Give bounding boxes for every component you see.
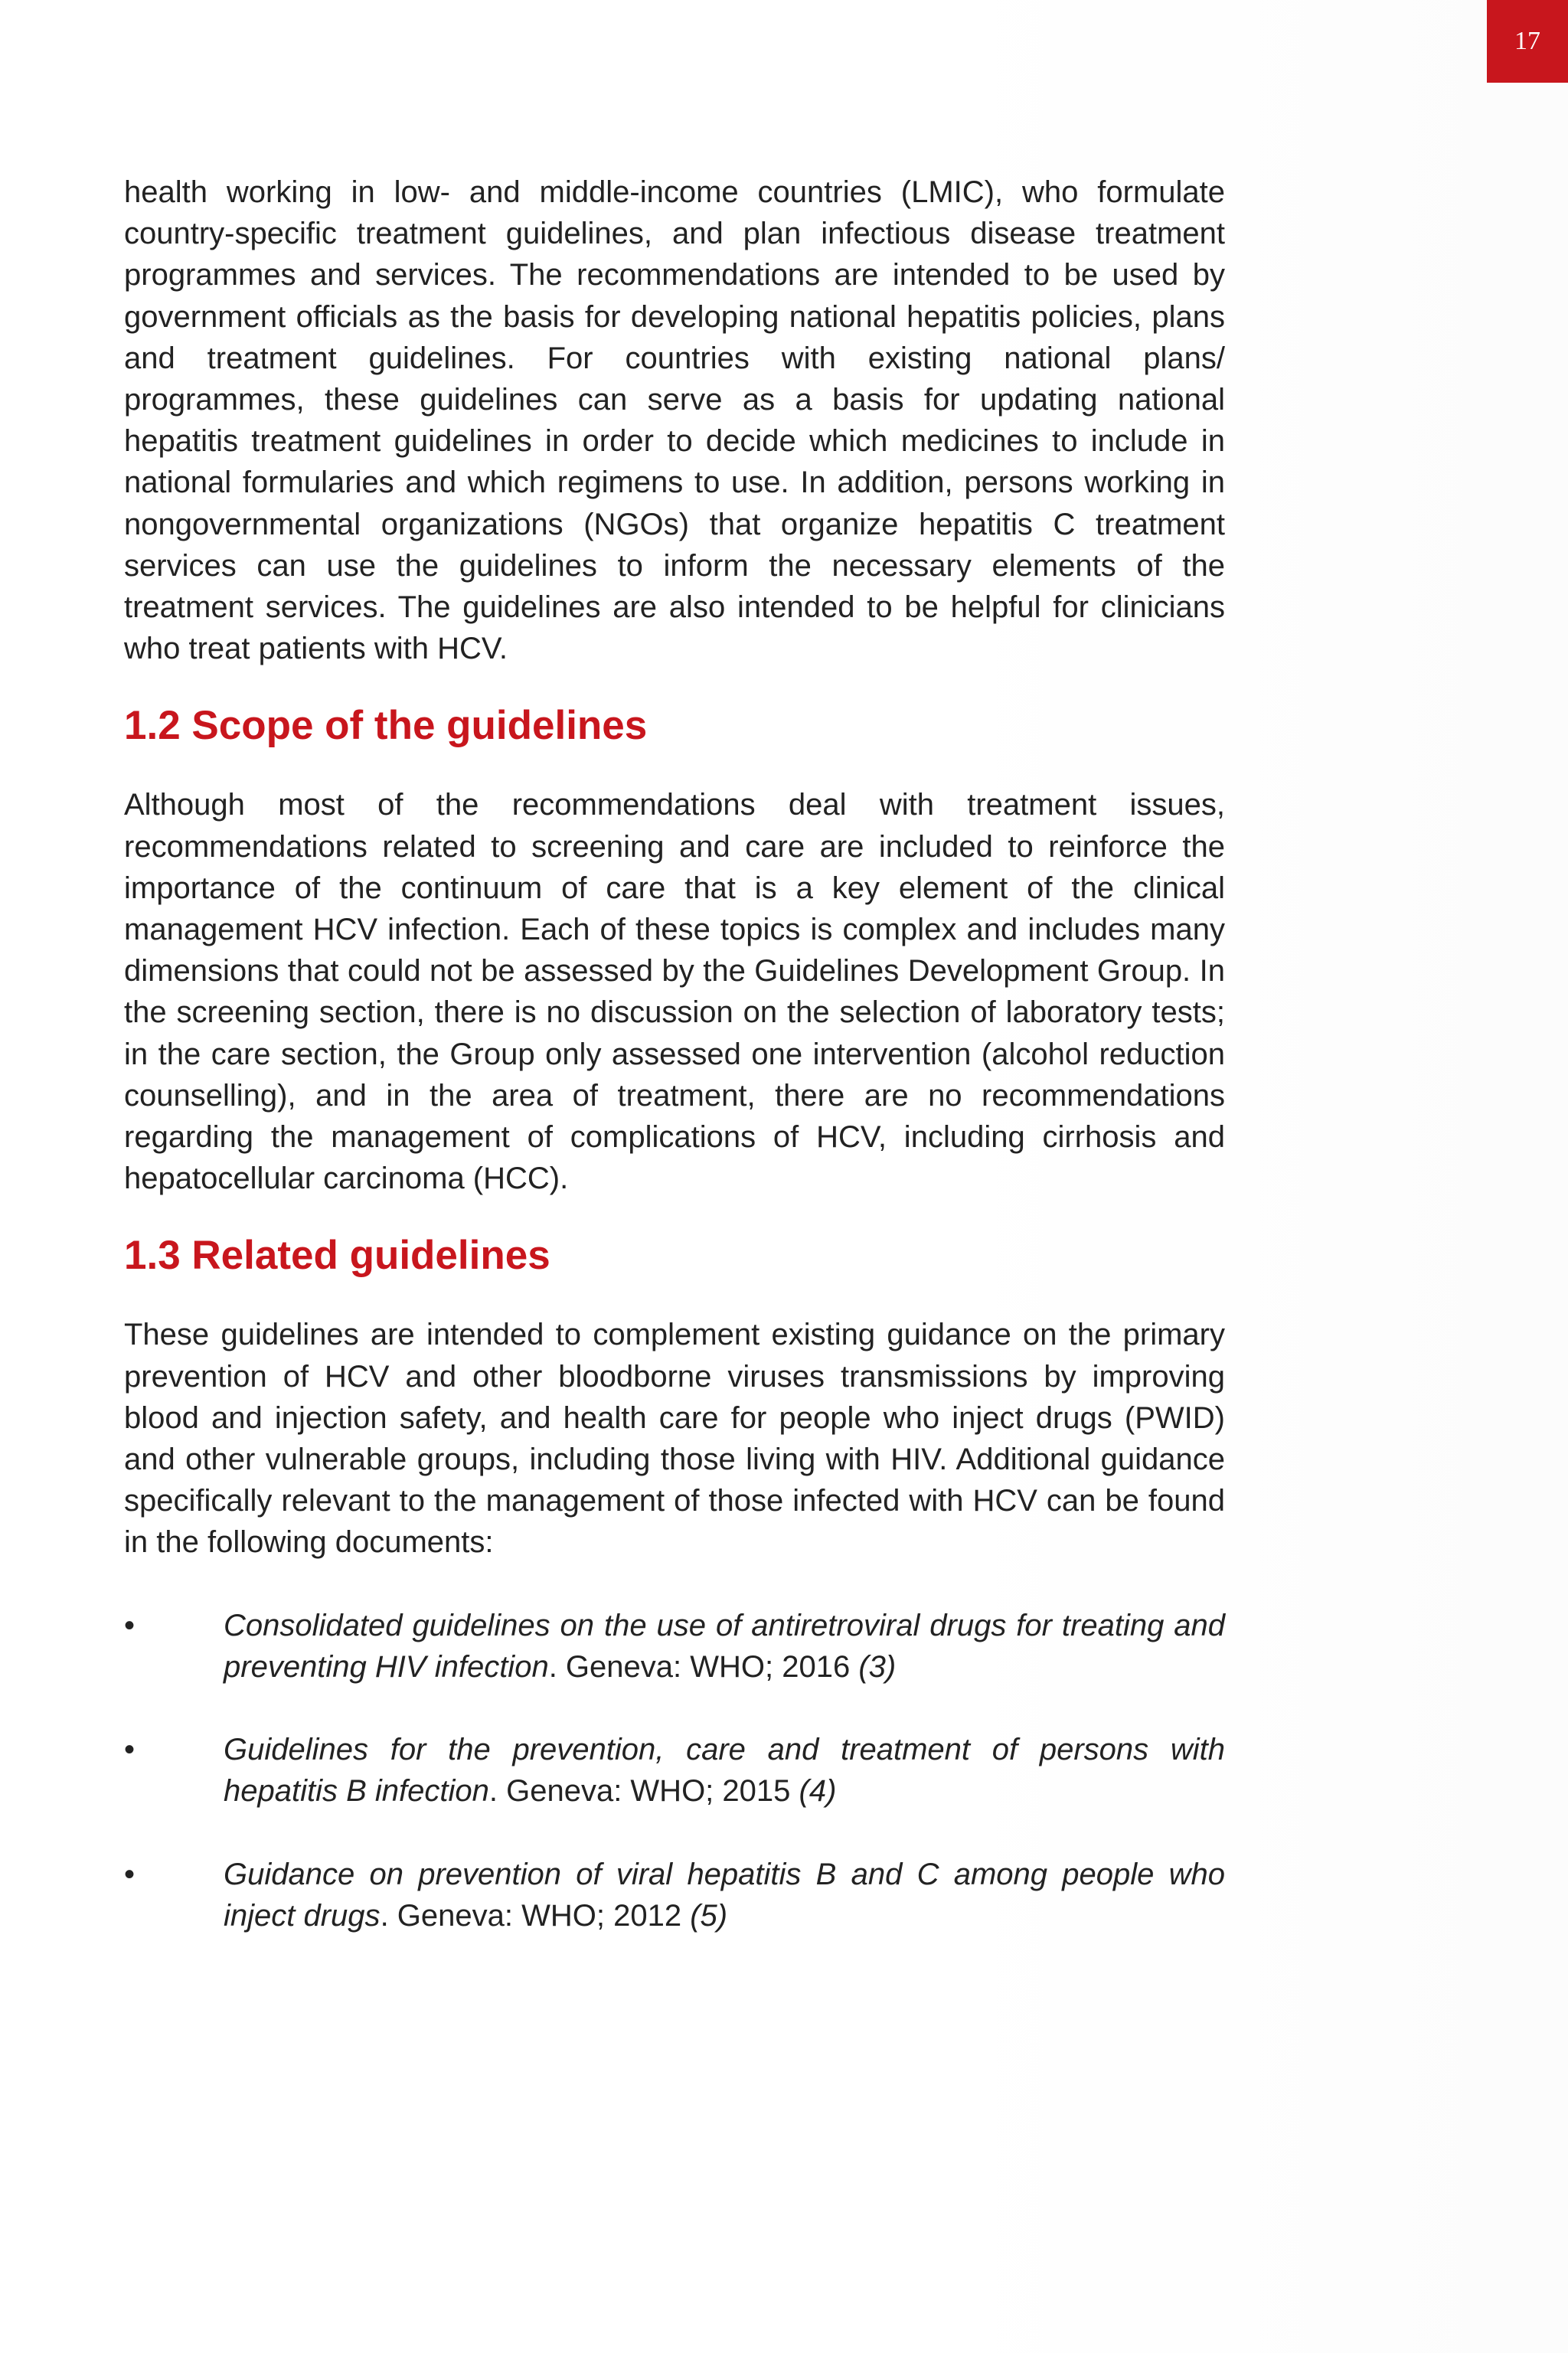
intro-paragraph: health working in low- and middle-income countries (LMIC), who formulate country-specific treatment guidelines, and plan infectious disease treatment programmes and services. The recommendations are intended to be used by government officials as the basis for developing national hepatitis policies, plans and treatment guidelines. For countries with existing national plans/ programmes, these guidelines can serve as a basis for updating national hepatitis treatment guidelines in order to decide which medicines to include in national formularies and which regimens to use. In addition, persons working in nongovernmental organizations (NGOs) that organize hepatitis C treatment services can use the guidelines to inform the necessary elements of the treatment services. The guidelines are also intended to be helpful for clinicians who treat patients with HCV.: [124, 175, 1225, 666]
reference-source: . Geneva: WHO; 2016: [548, 1649, 859, 1684]
reference-item: [124, 1729, 1225, 1812]
document-body: [124, 172, 1225, 1936]
reference-title: Guidance on prevention of viral hepatitis B and C among people who inject drugs: [224, 1857, 1225, 1933]
reference-citation: (4): [799, 1774, 837, 1809]
page-number: 17: [1514, 27, 1540, 55]
section-heading-related: 1.3 Related guidelines: [124, 1233, 550, 1279]
reference-list: [124, 1605, 1225, 1936]
reference-source: . Geneva: WHO; 2012: [380, 1898, 691, 1933]
related-paragraph: These guidelines are intended to complement existing guidance on the primary prevention of HCV and other bloodborne viruses transmissions by improving blood and injection safety, and health care for people who inject drugs (PWID) and other vulnerable groups, including those living with HIV. Additional guidance specifically relevant to the management of those infected with HCV can be found in the following documents:: [124, 1318, 1225, 1560]
bullet-icon: •: [124, 1608, 136, 1642]
page-number-tab: [1487, 0, 1568, 83]
reference-citation: (5): [690, 1898, 728, 1933]
reference-title: Consolidated guidelines on the use of antiretroviral drugs for treating and preventing HIV infection: [224, 1608, 1225, 1684]
reference-item: [124, 1854, 1225, 1936]
reference-item: [124, 1605, 1225, 1688]
reference-source: . Geneva: WHO; 2015: [488, 1774, 799, 1809]
bullet-icon: •: [124, 1733, 136, 1767]
reference-title: Guidelines for the prevention, care and treatment of persons with hepatitis B infection: [224, 1733, 1225, 1809]
scope-paragraph: Although most of the recommendations deal with treatment issues, recommendations related to screening and care are included to reinforce the importance of the continuum of care that is a key element of the clinical management HCV infection. Each of these topics is complex and includes many dimensions that could not be assessed by the Guidelines Development Group. In the screening section, there is no discussion on the selection of laboratory tests; in the care section, the Group only assessed one intervention (alcohol reduction counselling), and in the area of treatment, there are no recommendations regarding the management of complications of HCV, including cirrhosis and hepatocellular carcinoma (HCC).: [124, 788, 1225, 1196]
bullet-icon: •: [124, 1857, 136, 1891]
reference-citation: (3): [858, 1649, 897, 1684]
section-heading-scope: 1.2 Scope of the guidelines: [124, 703, 648, 749]
